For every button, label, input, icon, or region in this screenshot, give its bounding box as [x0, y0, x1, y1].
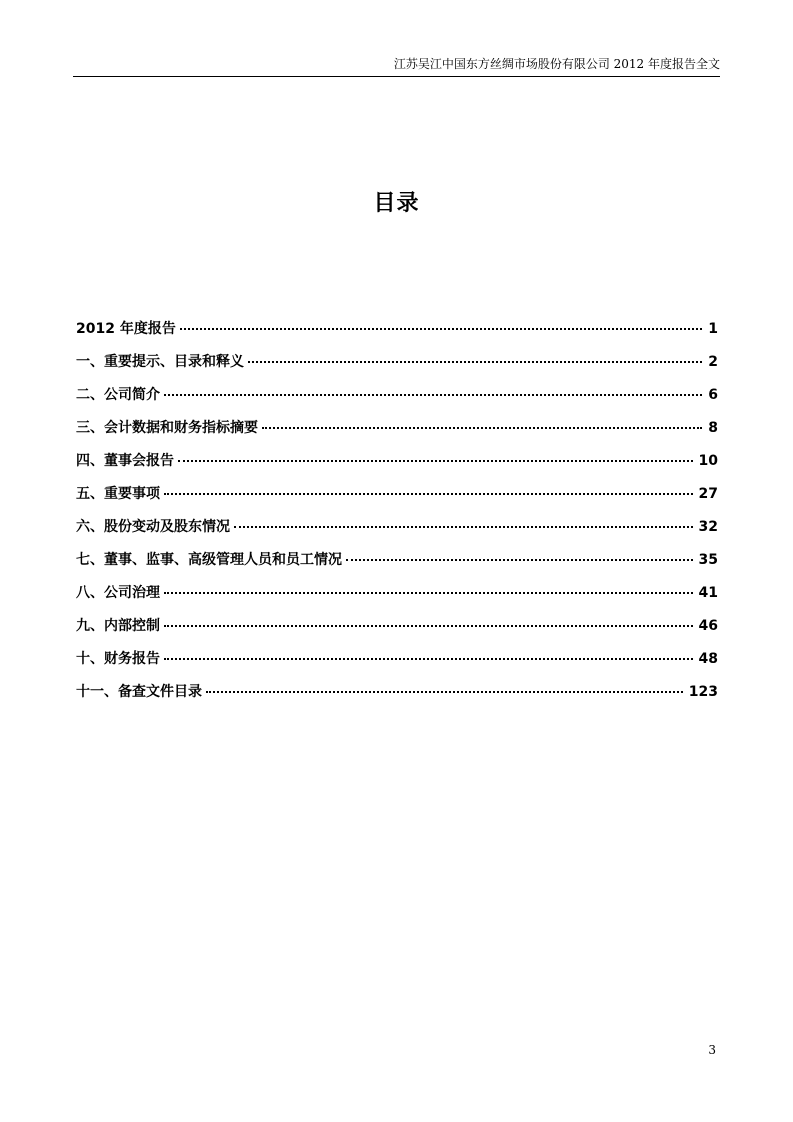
toc-item-page: 35 [698, 552, 718, 568]
toc-item-label: 三、会计数据和财务指标摘要 [76, 420, 258, 436]
toc-item-label: 十、财务报告 [76, 651, 160, 667]
toc-item-reference-documents[interactable] [76, 681, 718, 714]
toc-item-page: 2 [708, 354, 718, 370]
toc-item-share-changes[interactable] [76, 516, 718, 549]
toc-item-directors-staff[interactable] [76, 549, 718, 582]
toc-item-label: 九、内部控制 [76, 618, 160, 634]
toc-item-financial-report[interactable] [76, 648, 718, 681]
dot-leader [180, 328, 702, 330]
page-number: 3 [708, 1043, 716, 1057]
toc-item-financial-summary[interactable] [76, 417, 718, 450]
toc-item-important-notes[interactable] [76, 351, 718, 384]
dot-leader [164, 493, 693, 495]
toc-item-label: 六、股份变动及股东情况 [76, 519, 230, 535]
toc-item-page: 32 [698, 519, 718, 535]
toc-item-corporate-governance[interactable] [76, 582, 718, 615]
toc-item-label: 七、董事、监事、高级管理人员和员工情况 [76, 552, 342, 568]
toc-item-page: 123 [688, 684, 718, 700]
toc-item-internal-control[interactable] [76, 615, 718, 648]
toc-item-page: 27 [698, 486, 718, 502]
toc-item-label: 一、重要提示、目录和释义 [76, 354, 244, 370]
toc-item-board-report[interactable] [76, 450, 718, 483]
toc-item-label: 八、公司治理 [76, 585, 160, 601]
table-of-contents [76, 318, 718, 714]
toc-item-page: 8 [708, 420, 718, 436]
toc-item-label: 2012 年度报告 [76, 321, 176, 337]
toc-item-page: 10 [698, 453, 718, 469]
toc-item-annual-report[interactable] [76, 318, 718, 351]
dot-leader [234, 526, 693, 528]
toc-item-label: 十一、备查文件目录 [76, 684, 202, 700]
toc-item-page: 41 [698, 585, 718, 601]
page-title: 目录 [373, 191, 420, 216]
page-header [73, 56, 720, 77]
dot-leader [206, 691, 683, 693]
dot-leader [164, 625, 693, 627]
toc-item-page: 1 [708, 321, 718, 337]
toc-item-page: 46 [698, 618, 718, 634]
toc-item-significant-events[interactable] [76, 483, 718, 516]
toc-item-label: 四、董事会报告 [76, 453, 174, 469]
toc-item-page: 48 [698, 651, 718, 667]
toc-item-label: 五、重要事项 [76, 486, 160, 502]
toc-item-page: 6 [708, 387, 718, 403]
dot-leader [164, 592, 693, 594]
dot-leader [164, 658, 693, 660]
toc-item-label: 二、公司简介 [76, 387, 160, 403]
dot-leader [164, 394, 702, 396]
dot-leader [262, 427, 702, 429]
dot-leader [346, 559, 693, 561]
toc-item-company-profile[interactable] [76, 384, 718, 417]
header-text: 江苏吴江中国东方丝绸市场股份有限公司 2012 年度报告全文 [393, 57, 720, 71]
dot-leader [248, 361, 702, 363]
dot-leader [178, 460, 693, 462]
